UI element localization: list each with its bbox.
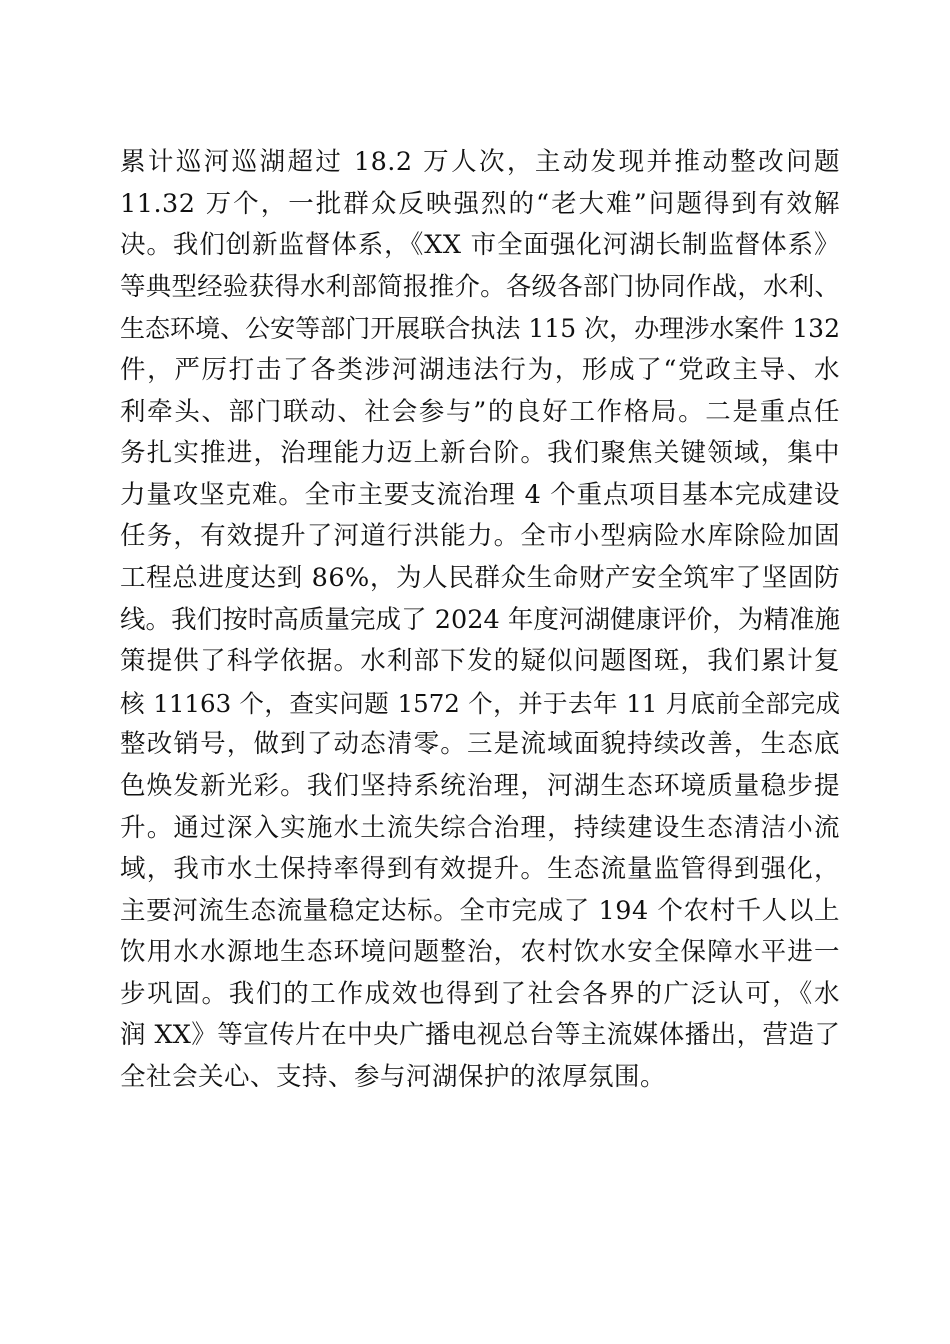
paragraph-line: 任务，有效提升了河道行洪能力。全市小型病险水库除险加固	[120, 521, 840, 552]
paragraph-line: 升。通过深入实施水土流失综合治理，持续建设生态清洁小流	[120, 812, 840, 843]
paragraph-line: 整改销号，做到了动态清零。三是流域面貌持续改善，生态底	[120, 729, 840, 760]
paragraph-line: 力量攻坚克难。全市主要支流治理 4 个重点项目基本完成建设	[120, 479, 840, 510]
paragraph-line: 饮用水水源地生态环境问题整治，农村饮水安全保障水平进一	[120, 937, 840, 968]
paragraph-line: 步巩固。我们的工作成效也得到了社会各界的广泛认可，《水	[120, 978, 840, 1009]
paragraph-line: 决。我们创新监督体系，《XX 市全面强化河湖长制监督体系》	[120, 230, 840, 261]
paragraph-line: 主要河流生态流量稳定达标。全市完成了 194 个农村千人以上	[120, 895, 840, 926]
paragraph-line: 策提供了科学依据。水利部下发的疑似问题图斑，我们累计复	[120, 646, 840, 677]
paragraph-line: 色焕发新光彩。我们坚持系统治理，河湖生态环境质量稳步提	[120, 770, 840, 801]
paragraph-line: 等典型经验获得水利部简报推介。各级各部门协同作战，水利、	[120, 271, 840, 302]
paragraph-line: 域，我市水土保持率得到有效提升。生态流量监管得到强化，	[120, 854, 840, 885]
paragraph-line: 生态环境、公安等部门开展联合执法 115 次，办理涉水案件 132	[120, 314, 840, 344]
body-paragraph	[120, 142, 840, 1099]
paragraph-line: 件，严厉打击了各类涉河湖违法行为，形成了“党政主导、水	[120, 354, 840, 385]
paragraph-line: 利牵头、部门联动、社会参与”的良好工作格局。二是重点任	[120, 396, 840, 427]
paragraph-line: 核 11163 个，查实问题 1572 个，并于去年 11 月底前全部完成	[120, 688, 840, 718]
paragraph-line: 务扎实推进，治理能力迈上新台阶。我们聚焦关键领域，集中	[120, 438, 840, 469]
paragraph-line: 工程总进度达到 86%，为人民群众生命财产安全筑牢了坚固防	[120, 562, 840, 593]
paragraph-line: 润 XX》等宣传片在中央广播电视总台等主流媒体播出，营造了	[120, 1020, 840, 1051]
paragraph-line-last: 全社会关心、支持、参与河湖保护的浓厚氛围。	[120, 1062, 667, 1093]
paragraph-line: 11.32 万个，一批群众反映强烈的“老大难”问题得到有效解	[120, 188, 840, 219]
paragraph-line: 线。我们按时高质量完成了 2024 年度河湖健康评价，为精准施	[120, 604, 840, 635]
paragraph-line: 累计巡河巡湖超过 18.2 万人次，主动发现并推动整改问题	[120, 147, 840, 177]
